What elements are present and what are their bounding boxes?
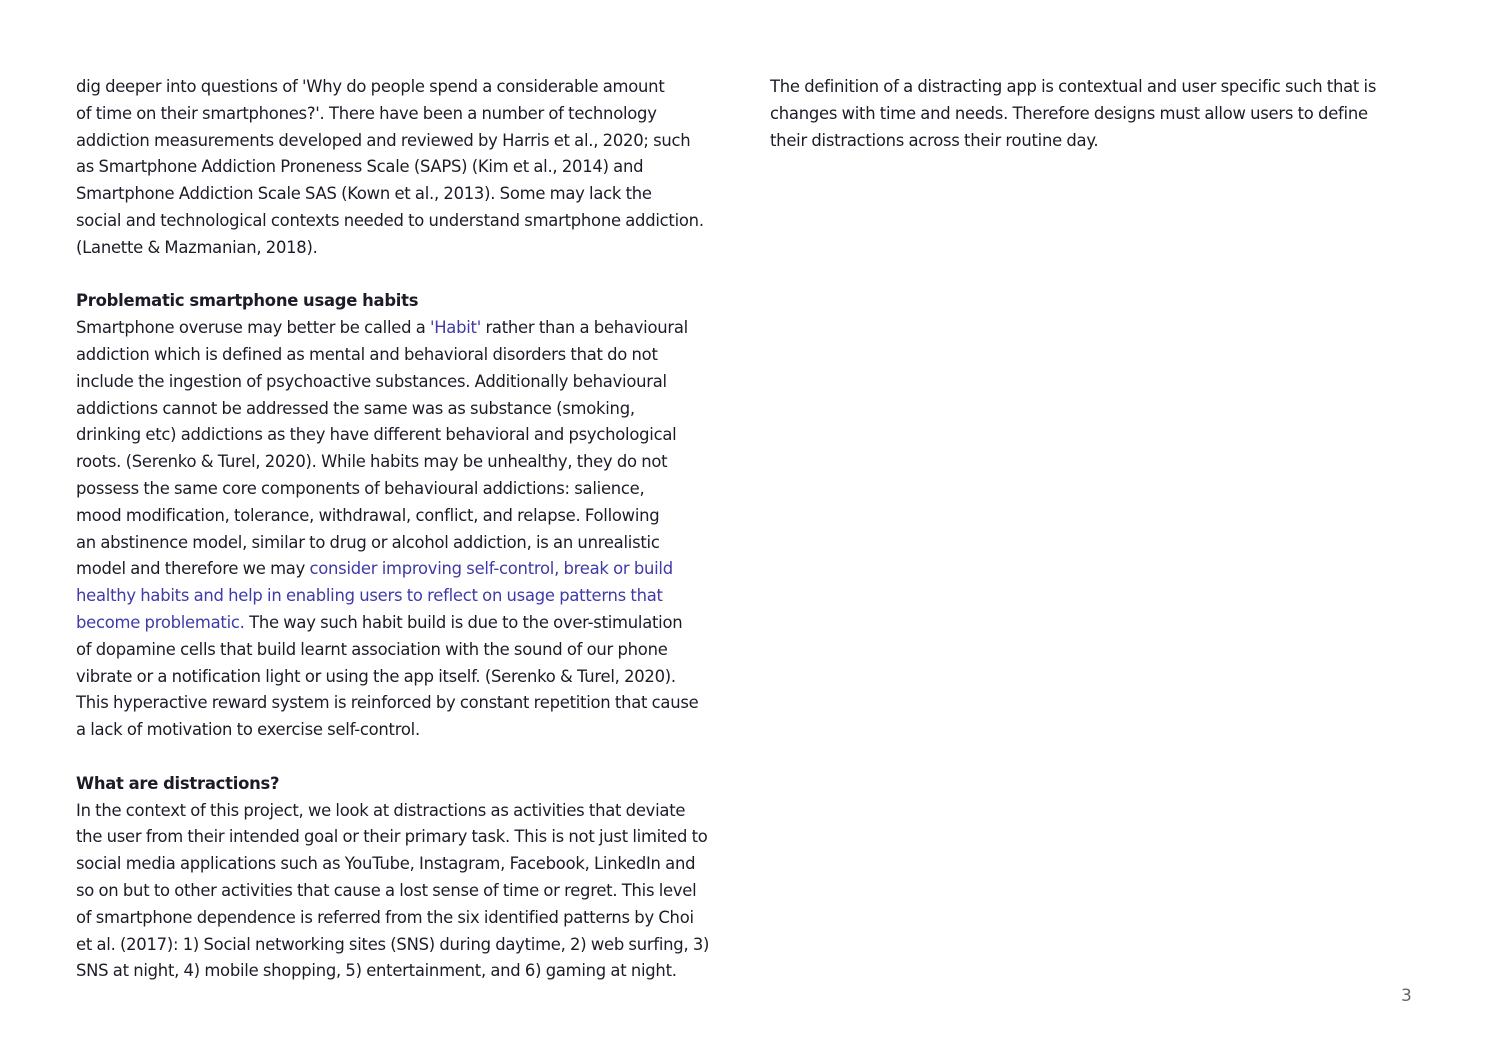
text-line: Smartphone Addiction Scale SAS (Kown et al., 2013). Some may lack the xyxy=(76,184,652,204)
text-line xyxy=(76,556,736,583)
text-line: of dopamine cells that build learnt association with the sound of our phone xyxy=(76,639,668,659)
highlighted-text: consider improving self-control, break or build xyxy=(309,559,673,579)
text-line: et al. (2017): 1) Social networking sites (SNS) during daytime, 2) web surfing, 3) xyxy=(76,934,710,954)
section-heading: Problematic smartphone usage habits xyxy=(76,291,419,311)
text-line: a lack of motivation to exercise self-control. xyxy=(76,720,420,740)
text-line: In the context of this project, we look at distractions as activities that deviate xyxy=(76,800,686,820)
text-line: addiction measurements developed and reviewed by Harris et al., 2020; such xyxy=(76,130,691,150)
text-line: drinking etc) addictions as they have different behavioral and psychological xyxy=(76,425,677,445)
text-line: dig deeper into questions of 'Why do people spend a considerable amount xyxy=(76,77,665,96)
left-column xyxy=(76,74,736,985)
text-line: This hyperactive reward system is reinforced by constant repetition that cause xyxy=(76,693,699,713)
page-number: 3 xyxy=(1401,986,1412,1006)
text-line: addictions cannot be addressed the same was as substance (smoking, xyxy=(76,398,635,418)
highlighted-term: 'Habit' xyxy=(429,318,481,338)
text-line: vibrate or a notification light or using the app itself. (Serenko & Turel, 2020). xyxy=(76,666,676,686)
text-line: include the ingestion of psychoactive substances. Additionally behavioural xyxy=(76,371,667,391)
paragraph-gap xyxy=(76,744,736,771)
text-run: Smartphone overuse may better be called a xyxy=(76,318,430,338)
text-line: (Lanette & Mazmanian, 2018). xyxy=(76,237,318,257)
text-line: social and technological contexts needed to understand smartphone addiction. xyxy=(76,210,704,230)
text-line: so on but to other activities that cause a lost sense of time or regret. This level xyxy=(76,880,697,900)
highlighted-text: healthy habits and help in enabling users to reflect on usage patterns that xyxy=(76,586,663,606)
text-line: mood modification, tolerance, withdrawal, conflict, and relapse. Following xyxy=(76,505,660,525)
text-line: of time on their smartphones?'. There have been a number of technology xyxy=(76,103,657,123)
text-run: The way such habit build is due to the over-stimulation xyxy=(244,612,683,632)
text-run: rather than a behavioural xyxy=(480,318,688,338)
paragraph-gap xyxy=(76,262,736,289)
text-line: possess the same core components of behavioural addictions: salience, xyxy=(76,478,645,498)
text-line: SNS at night, 4) mobile shopping, 5) entertainment, and 6) gaming at night. xyxy=(76,961,677,981)
highlighted-text: become problematic. xyxy=(76,612,245,632)
intro-paragraph xyxy=(76,74,736,262)
text-line: as Smartphone Addiction Proneness Scale (SAPS) (Kim et al., 2014) and xyxy=(76,157,644,177)
text-line xyxy=(76,315,736,342)
text-line: an abstinence model, similar to drug or alcohol addiction, is an unrealistic xyxy=(76,532,660,552)
text-line: The definition of a distracting app is contextual and user specific such that is xyxy=(770,77,1377,96)
text-line: of smartphone dependence is referred from the six identified patterns by Choi xyxy=(76,907,694,927)
text-line: roots. (Serenko & Turel, 2020). While habits may be unhealthy, they do not xyxy=(76,452,668,472)
section-problematic-habits xyxy=(76,288,736,744)
section-heading: What are distractions? xyxy=(76,773,280,793)
definition-paragraph xyxy=(770,74,1410,154)
text-line: their distractions across their routine day. xyxy=(770,130,1099,150)
section-distractions xyxy=(76,771,736,985)
text-line: social media applications such as YouTube, Instagram, Facebook, LinkedIn and xyxy=(76,854,696,874)
text-line: addiction which is defined as mental and behavioral disorders that do not xyxy=(76,344,658,364)
text-run: model and therefore we may xyxy=(76,559,310,579)
text-line: changes with time and needs. Therefore designs must allow users to define xyxy=(770,103,1368,123)
text-line: the user from their intended goal or their primary task. This is not just limited to xyxy=(76,827,708,847)
right-column xyxy=(770,74,1410,154)
text-line xyxy=(76,610,736,637)
